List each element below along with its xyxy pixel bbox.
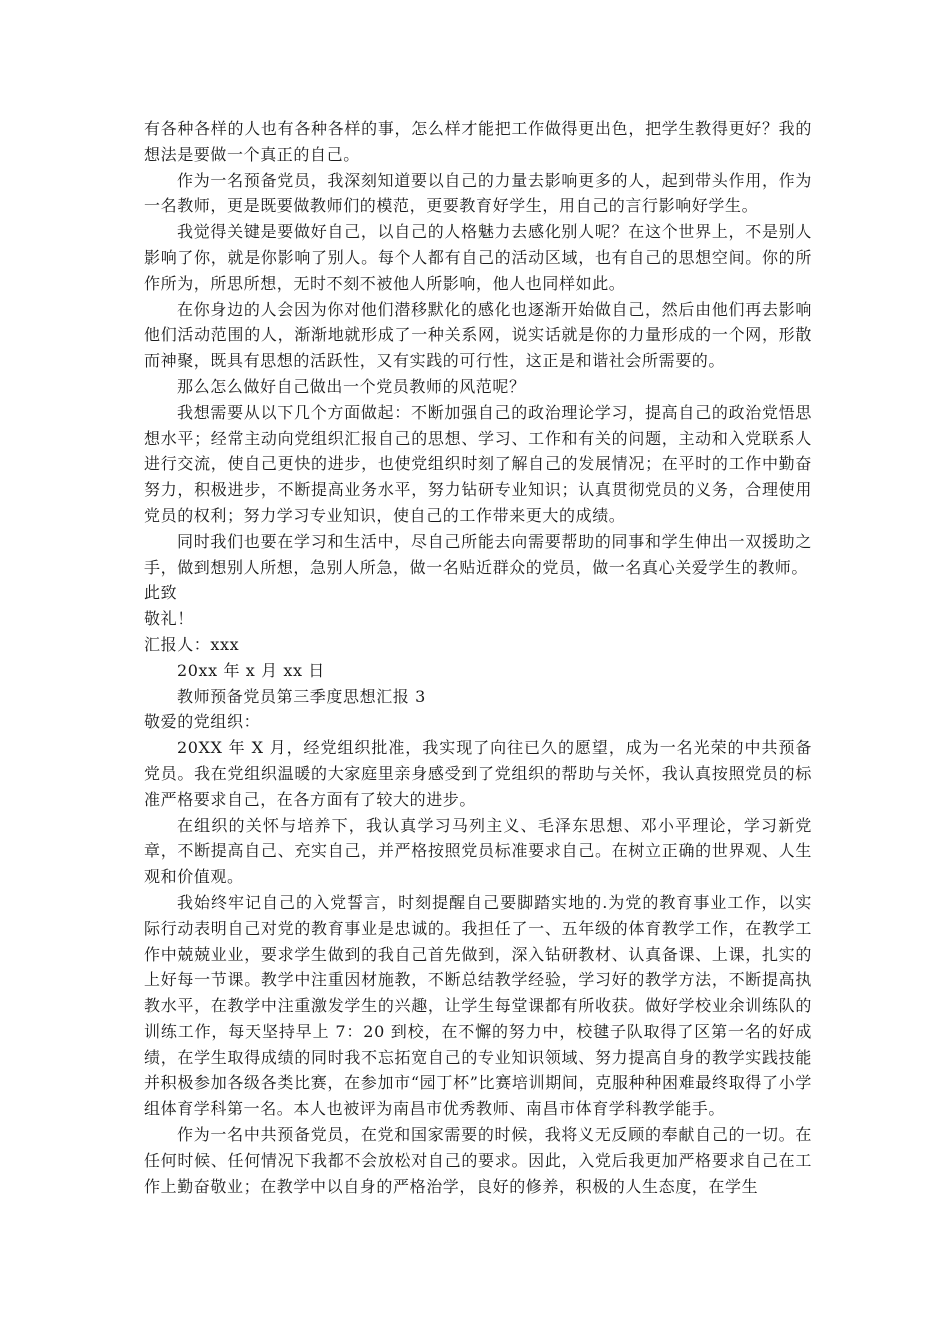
paragraph: 在组织的关怀与培养下，我认真学习马列主义、毛泽东思想、邓小平理论，学习新党章，不断提高自己、充实自己，并严格按照党员标准要求自己。在树立正确的世界观、人生观和价值观。 <box>144 815 812 887</box>
paragraph: 在你身边的人会因为你对他们潜移默化的感化也逐渐开始做自己，然后由他们再去影响他们活动范围的人，渐渐地就形成了一种关系网，说实话就是你的力量形成的一个网，形散而神聚，既具有思想的活跃性，又有实践的可行性，这正是和谐社会所需要的。 <box>144 299 812 371</box>
paragraph: 我想需要从以下几个方面做起：不断加强自己的政治理论学习，提高自己的政治党悟思想水平；经常主动向党组织汇报自己的思想、学习、工作和有关的问题，主动和入党联系人进行交流，使自己更快的进步，也使党组织时刻了解自己的发展情况；在平时的工作中勤奋努力，积极进步，不断提高业务水平，努力钻研专业知识；认真贯彻党员的义务，合理使用党员的权利；努力学习专业知识，使自己的工作带来更大的成绩。 <box>144 402 812 525</box>
paragraph: 20XX 年 X 月，经党组织批准，我实现了向往已久的愿望，成为一名光荣的中共预备党员。我在党组织温暖的大家庭里亲身感受到了党组织的帮助与关怀，我认真按照党员的标准严格要求自己，在各方面有了较大的进步。 <box>144 738 812 809</box>
paragraph: 同时我们也要在学习和生活中，尽自己所能去向需要帮助的同事和学生伸出一双援助之手，做到想别人所想，急别人所急，做一名贴近群众的党员，做一名真心关爱学生的教师。 <box>144 531 812 577</box>
paragraph: 那么怎么做好自己做出一个党员教师的风范呢？ <box>177 376 526 396</box>
paragraph: 我觉得关键是要做好自己，以自己的人格魅力去感化别人呢？在这个世界上，不是别人影响了你，就是你影响了别人。每个人都有自己的活动区域，也有自己的思想空间。你的所作所为，所思所想，无时不刻不被他人所影响，他人也同样如此。 <box>144 222 812 293</box>
reporter-signature: 汇报人：xxx <box>144 634 240 654</box>
greeting: 敬爱的党组织： <box>144 712 261 732</box>
paragraph: 作为一名中共预备党员，在党和国家需要的时候，我将义无反顾的奉献自己的一切。在任何时候、任何情况下我都不会放松对自己的要求。因此，入党后我更加严格要求自己在工作上勤奋敬业；在教学中以自身的严格治学，良好的修养，积极的人生态度，在学生 <box>144 1125 812 1196</box>
closing-respect: 敬礼！ <box>144 609 194 629</box>
closing-salutation: 此致 <box>144 583 178 603</box>
section-title: 教师预备党员第三季度思想汇报 3 <box>177 686 426 706</box>
paragraph: 我始终牢记自己的入党誓言，时刻提醒自己要脚踏实地的.为党的教育事业工作，以实际行动表明自己对党的教育事业是忠诚的。我担任了一、五年级的体育教学工作，在教学工作中兢兢业业，要求学生做到的我自己首先做到，深入钻研教材、认真备课、上课，扎实的上好每一节课。教学中注重因材施教，不断总结教学经验，学习好的教学方法，不断提高执教水平，在教学中注重激发学生的兴趣，让学生每堂课都有所收获。做好学校业余训练队的训练工作，每天坚持早上 7：20 到校，在不懈的努力中，校毽子队取得了区第一名的好成绩，在学生取得成绩的同时我不忘拓宽自己的专业知识领域、努力提高自身的教学实践技能并积极参加各级各类比赛，在参加市“园丁杯”比赛培训期间，克服种种困难最终取得了小学组体育学科第一名。本人也被评为南昌市优秀教师、南昌市体育学科教学能手。 <box>144 892 812 1119</box>
paragraph: 有各种各样的人也有各种各样的事，怎么样才能把工作做得更出色，把学生教得更好？我的想法是要做一个真正的自己。 <box>144 119 812 164</box>
document-body <box>144 116 812 1199</box>
report-date: 20xx 年 x 月 xx 日 <box>177 660 325 680</box>
paragraph: 作为一名预备党员，我深刻知道要以自己的力量去影响更多的人，起到带头作用，作为一名教师，更是既要做教师们的模范，更要教育好学生，用自己的言行影响好学生。 <box>144 170 812 216</box>
